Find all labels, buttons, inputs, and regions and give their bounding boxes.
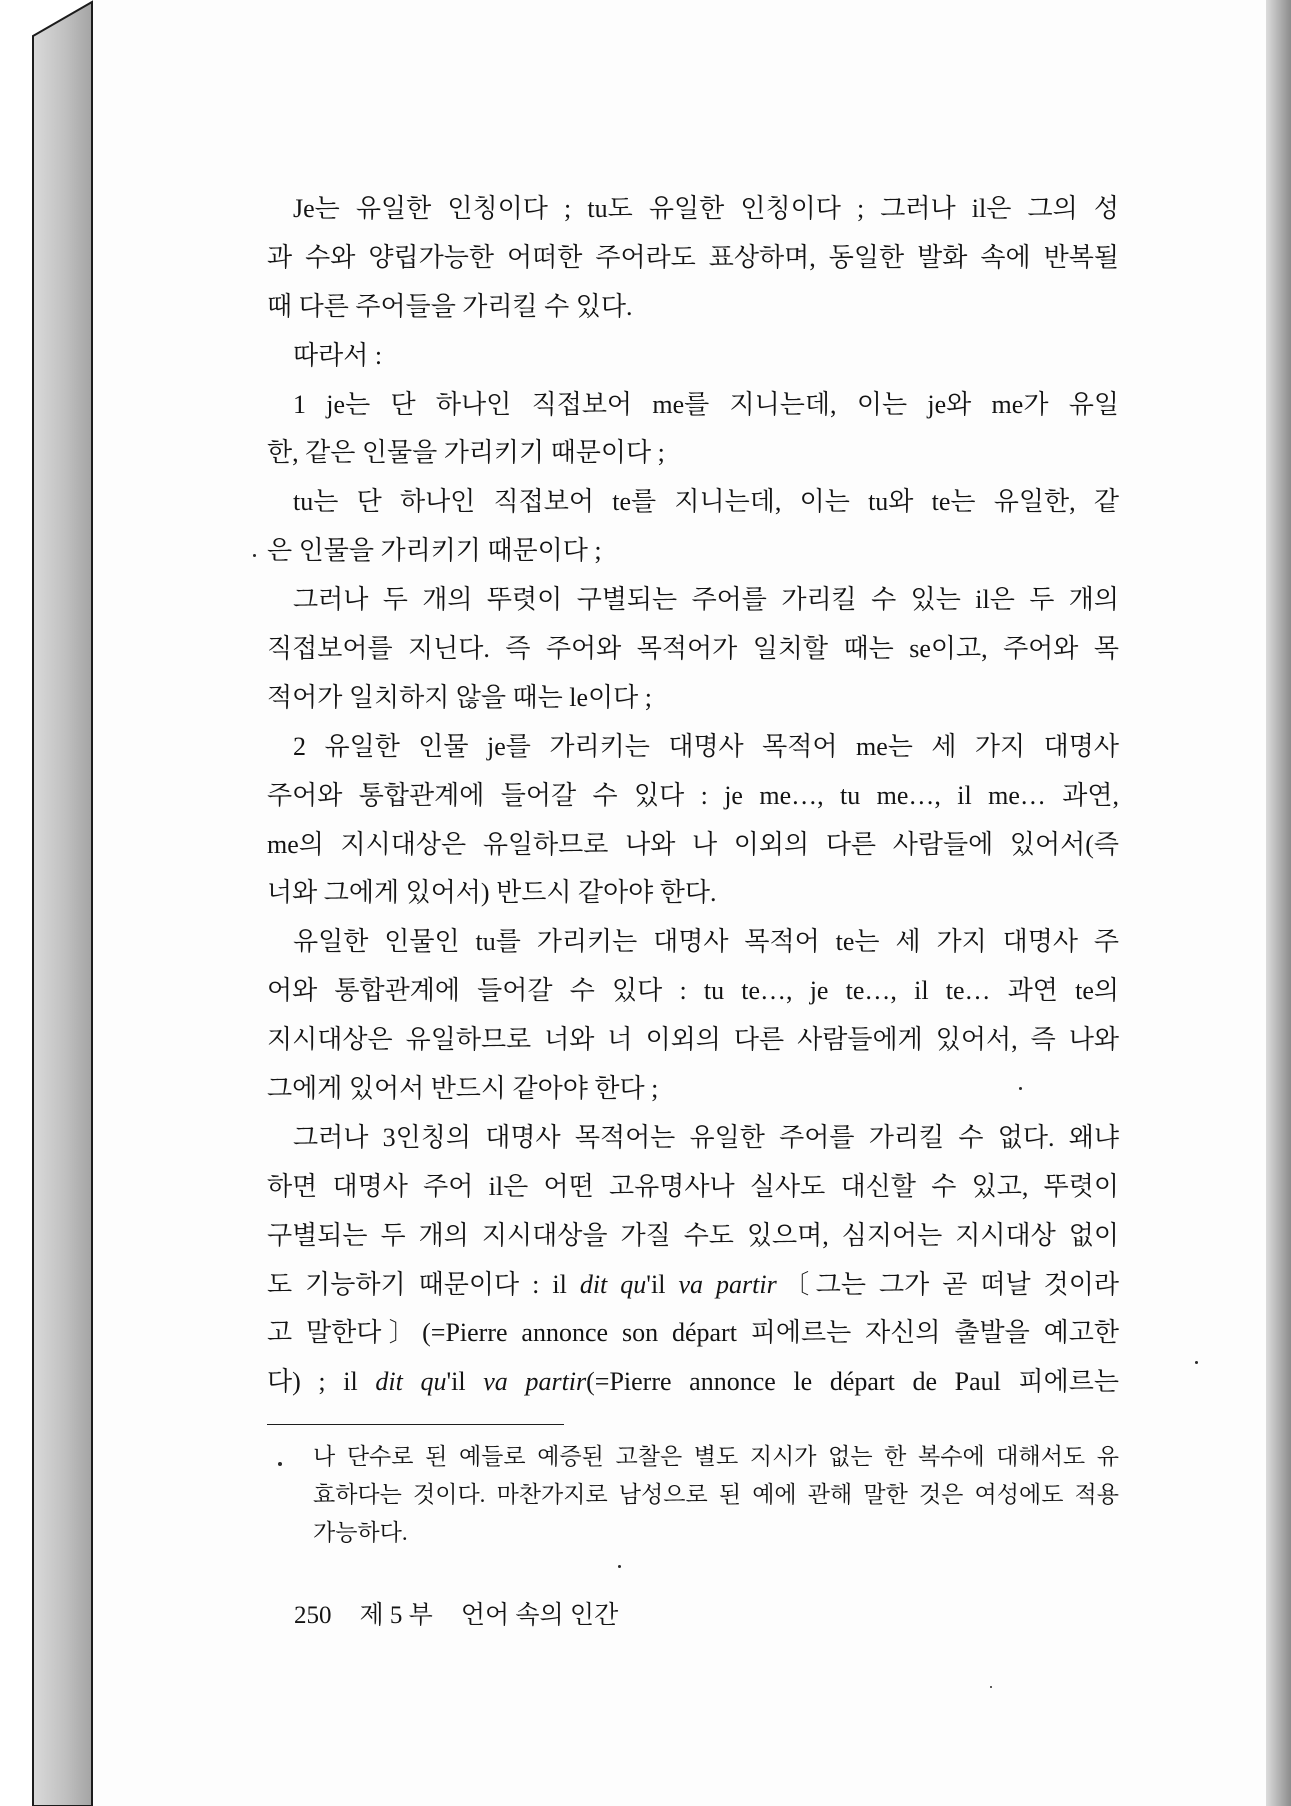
body-line	[267, 1358, 1119, 1407]
scan-speck	[1019, 1087, 1022, 1090]
body-line: 그러나 3인칭의 대명사 목적어는 유일한 주어를 가리킬 수 없다. 왜냐	[293, 1122, 1119, 1152]
body-line: 때 다른 주어들을 가리킬 수 있다.	[267, 291, 633, 321]
body-line: 구별되는 두 개의 지시대상을 가질 수도 있으며, 심지어는 지시대상 없이	[267, 1220, 1119, 1250]
body-line: 지시대상은 유일하므로 너와 너 이외의 다른 사람들에게 있어서, 즉 나와	[267, 1025, 1119, 1055]
text-segment: (=Pierre annonce le départ de Paul 피에르는	[586, 1367, 1119, 1397]
scan-speck	[990, 1686, 992, 1688]
footnote-line: 가능하다.	[313, 1520, 408, 1545]
footnote-rule	[267, 1424, 564, 1425]
body-line: 적어가 일치하지 않을 때는 le이다 ;	[267, 682, 652, 712]
book-shadow-right	[1266, 0, 1291, 1806]
body-line: 주어와 통합관계에 들어갈 수 있다 : je me…, tu me…, il me… 과연,	[267, 780, 1119, 810]
body-line: 유일한 인물인 tu를 가리키는 대명사 목적어 te는 세 가지 대명사 주	[293, 927, 1119, 957]
footnote	[313, 1438, 1119, 1552]
page-footer	[294, 1599, 646, 1633]
page-number: 250	[294, 1602, 332, 1629]
body-line: me의 지시대상은 유일하므로 나와 나 이외의 다른 사람들에 있어서(즉	[267, 829, 1119, 859]
italic-text: va partir	[483, 1367, 587, 1397]
scan-speck	[1195, 1361, 1198, 1364]
body-line: 그에게 있어서 반드시 같아야 한다 ;	[267, 1074, 659, 1104]
body-line: 은 인물을 가리키기 때문이다 ;	[267, 536, 602, 566]
body-line: 과 수와 양립가능한 어떠한 주어라도 표상하며, 동일한 발화 속에 반복될	[267, 242, 1119, 272]
scan-speck	[253, 554, 256, 557]
body-line	[267, 1261, 1119, 1310]
part-title: 언어 속의 인간	[460, 1602, 619, 1629]
italic-text: dit qu	[375, 1367, 447, 1397]
text-segment: 'il	[446, 1367, 484, 1397]
book-edge-left	[0, 0, 100, 1806]
body-line: 2 유일한 인물 je를 가리키는 대명사 목적어 me는 세 가지 대명사	[293, 731, 1119, 761]
body-line: 어와 통합관계에 들어갈 수 있다 : tu te…, je te…, il te… 과연 te의	[267, 976, 1119, 1006]
main-text	[267, 185, 1119, 1407]
body-line: 하면 대명사 주어 il은 어떤 고유명사나 실사도 대신할 수 있고, 뚜렷이	[267, 1171, 1119, 1201]
italic-text: dit qu	[579, 1269, 647, 1299]
body-line: 너와 그에게 있어서) 반드시 같아야 한다.	[267, 878, 717, 908]
italic-text: va partir	[678, 1269, 777, 1299]
text-segment: 〔그는 그가 곧 떠날 것이라	[776, 1269, 1119, 1299]
body-line: 고 말한다〕(=Pierre annonce son départ 피에르는 자신의 출발을 예고한	[267, 1318, 1119, 1348]
scan-speck	[278, 1462, 282, 1466]
text-segment: 도 기능하기 때문이다 : il	[267, 1269, 580, 1299]
footnote-line: 효하다는 것이다. 마찬가지로 남성으로 된 예에 관해 말한 것은 여성에도 적용	[313, 1482, 1119, 1507]
body-line: 그러나 두 개의 뚜렷이 구별되는 주어를 가리킬 수 있는 il은 두 개의	[293, 585, 1119, 615]
body-line: Je는 유일한 인칭이다 ; tu도 유일한 인칭이다 ; 그러나 il은 그의 성	[293, 194, 1119, 223]
text-segment: 'il	[646, 1269, 679, 1299]
footnote-line: 나 단수로 된 예들로 예증된 고찰은 별도 지시가 없는 한 복수에 대해서도 유	[313, 1444, 1119, 1469]
text-segment: 다) ; il	[267, 1367, 376, 1397]
body-line: tu는 단 하나인 직접보어 te를 지니는데, 이는 tu와 te는 유일한, 같	[293, 487, 1119, 517]
body-line: 따라서 :	[293, 340, 383, 370]
scan-speck	[618, 1565, 621, 1568]
body-line: 직접보어를 지닌다. 즉 주어와 목적어가 일치할 때는 se이고, 주어와 목	[267, 634, 1119, 664]
part-label: 제 5 부	[359, 1602, 433, 1629]
body-line: 한, 같은 인물을 가리키기 때문이다 ;	[267, 438, 665, 468]
body-line: 1 je는 단 하나인 직접보어 me를 지니는데, 이는 je와 me가 유일	[293, 389, 1119, 419]
